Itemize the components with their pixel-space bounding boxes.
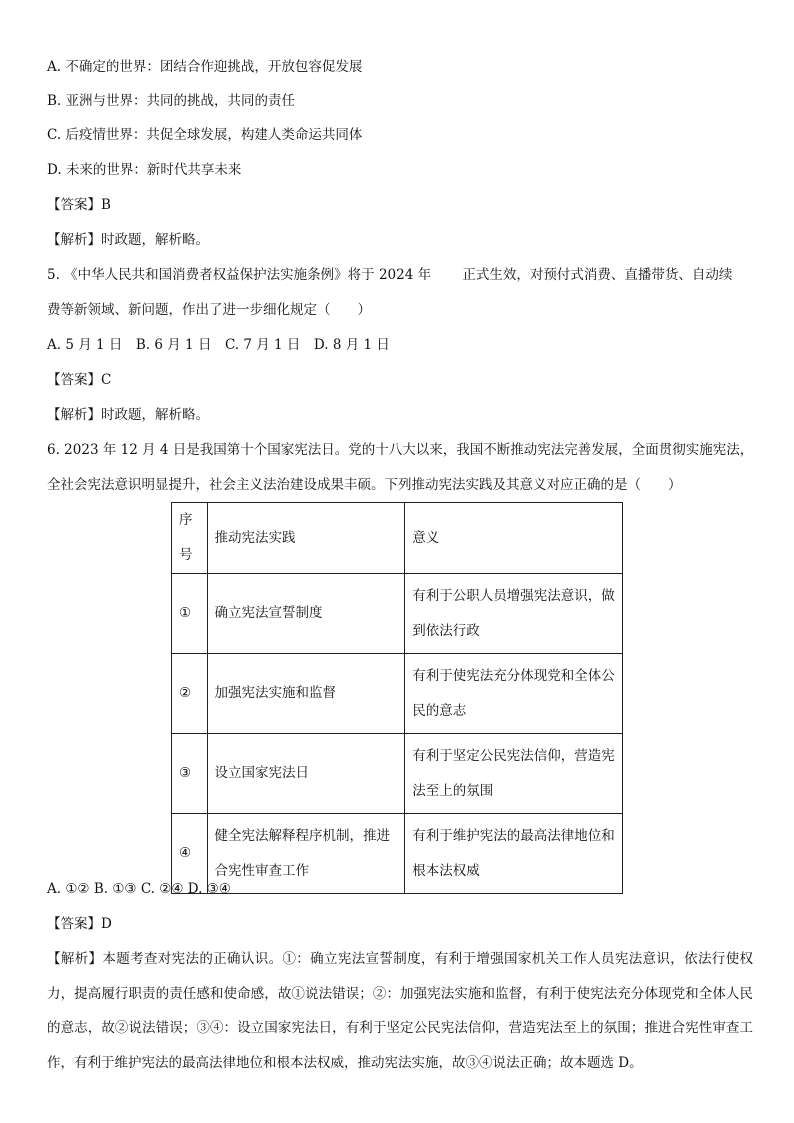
row-no: ③ bbox=[172, 734, 208, 814]
row-meaning: 有利于使宪法充分体现党和全体公民的意志 bbox=[405, 654, 623, 734]
header-no: 序号 bbox=[172, 503, 208, 574]
q4-analysis: 【解析】时政题，解析略。 bbox=[47, 232, 209, 248]
header-practice: 推动宪法实践 bbox=[207, 503, 405, 574]
q4-option-a: A. 不确定的世界：团结合作迎挑战，开放包容促发展 bbox=[47, 59, 363, 75]
q6-analysis: 【解析】本题考查对宪法的正确认识。①：确立宪法宣誓制度，有利于增强国家机关工作人员宪法意识，依法行使权力，提高履行职责的责任感和使命感，故①说法错误；②：加强宪法实施和监督，有利于使宪法充分体现党和全体人民的意志，故②说法错误；③④：设立国家宪法日，有利于坚定公民宪法信仰，营造宪法至上的氛围；推进合宪性审查工作，有利于维护宪法的最高法律地位和根本法权威，推动宪法实施，故③④说法正确；故本题选 D。 bbox=[47, 951, 753, 1071]
table-row bbox=[172, 574, 623, 654]
row-no: ② bbox=[172, 654, 208, 734]
row-no: ① bbox=[172, 574, 208, 654]
q4-answer: 【答案】B bbox=[47, 197, 111, 213]
row-practice: 加强宪法实施和监督 bbox=[207, 654, 405, 734]
row-practice: 设立国家宪法日 bbox=[207, 734, 405, 814]
q6-answer: 【答案】D bbox=[47, 916, 112, 932]
q5-analysis: 【解析】时政题，解析略。 bbox=[47, 407, 209, 423]
row-meaning: 有利于坚定公民宪法信仰，营造宪法至上的氛围 bbox=[405, 734, 623, 814]
q4-option-d: D. 未来的世界：新时代共享未来 bbox=[47, 162, 242, 178]
table-row bbox=[172, 654, 623, 734]
table-row bbox=[172, 734, 623, 814]
q5-stem-line2: 费等新领域、新问题，作出了进一步细化规定（ ） bbox=[47, 302, 371, 318]
row-no: ④ bbox=[172, 814, 208, 894]
q5-stem-line1: 5. 《中华人民共和国消费者权益保护法实施条例》将于 2024 年 正式生效，对预付式消费、直播带货、自动续 bbox=[47, 267, 733, 283]
row-meaning: 有利于公职人员增强宪法意识，做到依法行政 bbox=[405, 574, 623, 654]
q4-option-c: C. 后疫情世界：共促全球发展，构建人类命运共同体 bbox=[47, 127, 363, 143]
row-meaning: 有利于维护宪法的最高法律地位和根本法权威 bbox=[405, 814, 623, 894]
row-practice: 确立宪法宣誓制度 bbox=[207, 574, 405, 654]
q5-answer: 【答案】C bbox=[47, 372, 112, 388]
q5-options: A. 5 月 1 日 B. 6 月 1 日 C. 7 月 1 日 D. 8 月 1 日 bbox=[47, 337, 390, 353]
q6-stem-line1: 6. 2023 年 12 月 4 日是我国第十个国家宪法日。党的十八大以来，我国不断推动宪法完善发展，全面贯彻实施宪法， bbox=[47, 442, 754, 458]
q6-stem-line2: 全社会宪法意识明显提升，社会主义法治建设成果丰硕。下列推动宪法实践及其意义对应正确的是（ ） bbox=[47, 477, 682, 493]
header-meaning: 意义 bbox=[405, 503, 623, 574]
table-header-row bbox=[172, 503, 623, 574]
row-practice: 健全宪法解释程序机制，推进合宪性审查工作 bbox=[207, 814, 405, 894]
constitution-practice-table bbox=[171, 502, 623, 894]
q6-options: A. ①② B. ①③ C. ②④ D. ③④ bbox=[47, 881, 231, 897]
q4-option-b: B. 亚洲与世界：共同的挑战，共同的责任 bbox=[47, 93, 296, 109]
